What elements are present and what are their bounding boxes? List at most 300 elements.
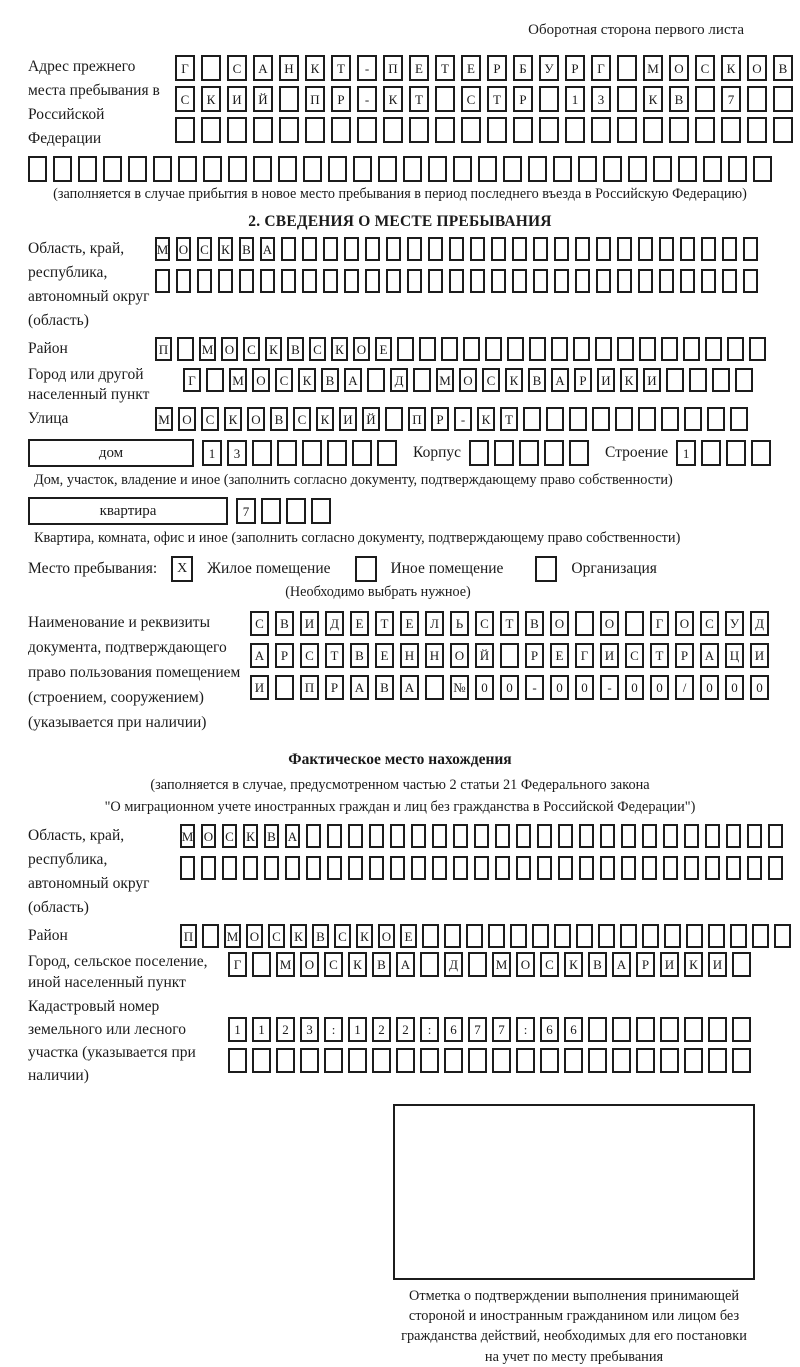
char-cell[interactable] — [353, 156, 372, 182]
char-cell[interactable] — [252, 440, 272, 466]
char-cell[interactable] — [428, 269, 443, 293]
char-cell[interactable] — [516, 856, 531, 880]
char-cell[interactable] — [708, 924, 725, 948]
char-cell[interactable]: У — [725, 611, 744, 636]
char-cell[interactable] — [495, 856, 510, 880]
char-cell[interactable]: - — [525, 675, 544, 700]
char-cell[interactable] — [701, 440, 721, 466]
char-cell[interactable] — [372, 1048, 391, 1073]
char-cell[interactable] — [726, 824, 741, 848]
char-cell[interactable] — [507, 337, 524, 361]
char-cell[interactable] — [528, 156, 547, 182]
char-cell[interactable] — [569, 440, 589, 466]
char-cell[interactable]: Т — [375, 611, 394, 636]
char-cell[interactable] — [708, 1017, 727, 1042]
char-cell[interactable]: К — [348, 952, 367, 977]
char-cell[interactable]: О — [378, 924, 395, 948]
char-cell[interactable]: Т — [409, 86, 429, 112]
char-cell[interactable] — [468, 952, 487, 977]
char-cell[interactable] — [327, 824, 342, 848]
char-cell[interactable] — [554, 924, 571, 948]
char-cell[interactable]: : — [324, 1017, 343, 1042]
char-cell[interactable]: К — [383, 86, 403, 112]
char-cell[interactable] — [661, 407, 679, 431]
char-cell[interactable]: В — [350, 643, 369, 668]
char-cell[interactable]: П — [383, 55, 403, 81]
char-cell[interactable] — [444, 1048, 463, 1073]
char-cell[interactable] — [579, 856, 594, 880]
char-cell[interactable] — [726, 856, 741, 880]
char-cell[interactable]: Т — [325, 643, 344, 668]
char-cell[interactable] — [600, 856, 615, 880]
char-cell[interactable] — [721, 117, 741, 143]
char-cell[interactable]: Е — [461, 55, 481, 81]
char-cell[interactable]: О — [675, 611, 694, 636]
char-cell[interactable] — [470, 237, 485, 261]
char-cell[interactable]: 0 — [500, 675, 519, 700]
char-cell[interactable] — [689, 368, 707, 392]
char-cell[interactable] — [666, 368, 684, 392]
char-cell[interactable] — [420, 952, 439, 977]
char-cell[interactable] — [591, 117, 611, 143]
char-cell[interactable] — [636, 1017, 655, 1042]
char-cell[interactable] — [642, 924, 659, 948]
char-cell[interactable]: К — [721, 55, 741, 81]
char-cell[interactable]: К — [331, 337, 348, 361]
char-cell[interactable]: С — [700, 611, 719, 636]
char-cell[interactable] — [615, 407, 633, 431]
char-cell[interactable] — [747, 824, 762, 848]
char-cell[interactable]: Т — [650, 643, 669, 668]
char-cell[interactable] — [558, 856, 573, 880]
char-cell[interactable]: Е — [350, 611, 369, 636]
char-cell[interactable]: М — [276, 952, 295, 977]
char-cell[interactable] — [774, 924, 791, 948]
char-cell[interactable] — [397, 337, 414, 361]
char-cell[interactable]: С — [175, 86, 195, 112]
char-cell[interactable] — [554, 237, 569, 261]
char-cell[interactable] — [344, 269, 359, 293]
char-cell[interactable] — [252, 952, 271, 977]
char-cell[interactable]: 2 — [396, 1017, 415, 1042]
char-cell[interactable] — [277, 440, 297, 466]
char-cell[interactable]: П — [408, 407, 426, 431]
char-cell[interactable] — [544, 440, 564, 466]
char-cell[interactable]: С — [625, 643, 644, 668]
char-cell[interactable]: Е — [400, 611, 419, 636]
char-cell[interactable]: Д — [325, 611, 344, 636]
char-cell[interactable]: Й — [253, 86, 273, 112]
char-cell[interactable]: Р — [636, 952, 655, 977]
char-cell[interactable] — [253, 117, 273, 143]
char-cell[interactable]: 1 — [565, 86, 585, 112]
char-cell[interactable] — [153, 156, 172, 182]
char-cell[interactable]: 6 — [540, 1017, 559, 1042]
char-cell[interactable]: С — [695, 55, 715, 81]
char-cell[interactable] — [595, 337, 612, 361]
char-cell[interactable]: О — [247, 407, 265, 431]
char-cell[interactable]: О — [550, 611, 569, 636]
char-cell[interactable] — [703, 156, 722, 182]
char-cell[interactable]: С — [309, 337, 326, 361]
char-cell[interactable] — [701, 269, 716, 293]
char-cell[interactable]: У — [539, 55, 559, 81]
char-cell[interactable]: М — [492, 952, 511, 977]
char-cell[interactable] — [281, 237, 296, 261]
char-cell[interactable] — [546, 407, 564, 431]
char-cell[interactable]: С — [300, 643, 319, 668]
char-cell[interactable] — [488, 924, 505, 948]
char-cell[interactable]: В — [264, 824, 279, 848]
char-cell[interactable]: А — [285, 824, 300, 848]
char-cell[interactable]: И — [227, 86, 247, 112]
char-cell[interactable] — [617, 269, 632, 293]
char-cell[interactable]: П — [305, 86, 325, 112]
char-cell[interactable]: Г — [175, 55, 195, 81]
char-cell[interactable] — [705, 337, 722, 361]
char-cell[interactable]: 1 — [228, 1017, 247, 1042]
char-cell[interactable]: С — [243, 337, 260, 361]
char-cell[interactable] — [553, 156, 572, 182]
char-cell[interactable] — [596, 237, 611, 261]
char-cell[interactable] — [492, 1048, 511, 1073]
char-cell[interactable] — [352, 440, 372, 466]
char-cell[interactable] — [639, 337, 656, 361]
char-cell[interactable] — [365, 237, 380, 261]
char-cell[interactable] — [533, 237, 548, 261]
char-cell[interactable] — [128, 156, 147, 182]
char-cell[interactable] — [180, 856, 195, 880]
char-cell[interactable] — [617, 55, 637, 81]
char-cell[interactable] — [661, 337, 678, 361]
char-cell[interactable] — [203, 156, 222, 182]
char-cell[interactable] — [403, 156, 422, 182]
char-cell[interactable]: С — [201, 407, 219, 431]
char-cell[interactable]: И — [597, 368, 615, 392]
char-cell[interactable]: : — [420, 1017, 439, 1042]
char-cell[interactable]: К — [305, 55, 325, 81]
char-cell[interactable] — [28, 156, 47, 182]
char-cell[interactable] — [175, 117, 195, 143]
char-cell[interactable] — [378, 156, 397, 182]
char-cell[interactable] — [324, 1048, 343, 1073]
char-cell[interactable] — [463, 337, 480, 361]
char-cell[interactable] — [598, 924, 615, 948]
char-cell[interactable]: Т — [500, 611, 519, 636]
char-cell[interactable] — [344, 237, 359, 261]
char-cell[interactable] — [612, 1017, 631, 1042]
char-cell[interactable] — [628, 156, 647, 182]
char-cell[interactable]: Н — [400, 643, 419, 668]
char-cell[interactable] — [569, 407, 587, 431]
char-cell[interactable] — [178, 156, 197, 182]
char-cell[interactable]: 6 — [444, 1017, 463, 1042]
char-cell[interactable] — [732, 952, 751, 977]
char-cell[interactable] — [747, 86, 767, 112]
char-cell[interactable]: И — [600, 643, 619, 668]
char-cell[interactable]: 7 — [468, 1017, 487, 1042]
char-cell[interactable]: Т — [435, 55, 455, 81]
char-cell[interactable] — [773, 86, 793, 112]
char-cell[interactable]: Д — [750, 611, 769, 636]
char-cell[interactable] — [302, 237, 317, 261]
char-cell[interactable]: 2 — [372, 1017, 391, 1042]
char-cell[interactable] — [727, 337, 744, 361]
char-cell[interactable] — [441, 337, 458, 361]
char-cell[interactable] — [564, 1048, 583, 1073]
char-cell[interactable] — [411, 824, 426, 848]
char-cell[interactable]: К — [224, 407, 242, 431]
char-cell[interactable] — [596, 269, 611, 293]
char-cell[interactable]: С — [275, 368, 293, 392]
char-cell[interactable] — [726, 440, 746, 466]
char-cell[interactable] — [680, 269, 695, 293]
char-cell[interactable]: 0 — [575, 675, 594, 700]
char-cell[interactable] — [539, 86, 559, 112]
char-cell[interactable]: В — [528, 368, 546, 392]
char-cell[interactable] — [357, 117, 377, 143]
char-cell[interactable]: М — [224, 924, 241, 948]
char-cell[interactable]: Е — [375, 337, 392, 361]
char-cell[interactable] — [747, 856, 762, 880]
char-cell[interactable] — [751, 440, 771, 466]
char-cell[interactable] — [612, 1048, 631, 1073]
char-cell[interactable] — [708, 1048, 727, 1073]
char-cell[interactable]: Д — [444, 952, 463, 977]
char-cell[interactable] — [432, 824, 447, 848]
char-cell[interactable] — [491, 237, 506, 261]
char-cell[interactable]: Е — [375, 643, 394, 668]
char-cell[interactable] — [419, 337, 436, 361]
char-cell[interactable] — [554, 269, 569, 293]
char-cell[interactable]: 0 — [550, 675, 569, 700]
char-cell[interactable] — [383, 117, 403, 143]
char-cell[interactable]: К — [218, 237, 233, 261]
char-cell[interactable]: А — [612, 952, 631, 977]
char-cell[interactable]: - — [600, 675, 619, 700]
char-cell[interactable] — [328, 156, 347, 182]
char-cell[interactable] — [390, 824, 405, 848]
char-cell[interactable]: О — [459, 368, 477, 392]
char-cell[interactable]: - — [357, 55, 377, 81]
char-cell[interactable] — [512, 237, 527, 261]
char-cell[interactable] — [576, 924, 593, 948]
char-cell[interactable] — [407, 237, 422, 261]
char-cell[interactable] — [642, 856, 657, 880]
char-cell[interactable]: В — [588, 952, 607, 977]
char-cell[interactable]: С — [197, 237, 212, 261]
char-cell[interactable]: Г — [591, 55, 611, 81]
char-cell[interactable]: П — [300, 675, 319, 700]
char-cell[interactable]: И — [643, 368, 661, 392]
char-cell[interactable] — [519, 440, 539, 466]
char-cell[interactable] — [435, 86, 455, 112]
char-cell[interactable] — [327, 440, 347, 466]
char-cell[interactable] — [621, 824, 636, 848]
char-cell[interactable]: А — [396, 952, 415, 977]
char-cell[interactable]: Г — [183, 368, 201, 392]
char-cell[interactable] — [659, 269, 674, 293]
char-cell[interactable]: М — [155, 407, 173, 431]
char-cell[interactable]: К — [201, 86, 221, 112]
char-cell[interactable]: - — [357, 86, 377, 112]
char-cell[interactable] — [592, 407, 610, 431]
char-cell[interactable] — [588, 1048, 607, 1073]
char-cell[interactable] — [533, 269, 548, 293]
char-cell[interactable] — [278, 156, 297, 182]
char-cell[interactable] — [752, 924, 769, 948]
char-cell[interactable]: М — [180, 824, 195, 848]
char-cell[interactable] — [428, 156, 447, 182]
char-cell[interactable] — [487, 117, 507, 143]
char-cell[interactable]: 3 — [227, 440, 247, 466]
char-cell[interactable]: И — [300, 611, 319, 636]
char-cell[interactable]: М — [229, 368, 247, 392]
char-cell[interactable] — [712, 368, 730, 392]
char-cell[interactable]: 0 — [625, 675, 644, 700]
char-cell[interactable]: - — [454, 407, 472, 431]
char-cell[interactable] — [532, 924, 549, 948]
char-cell[interactable]: Д — [390, 368, 408, 392]
char-cell[interactable]: А — [400, 675, 419, 700]
char-cell[interactable]: А — [253, 55, 273, 81]
char-cell[interactable] — [369, 824, 384, 848]
char-cell[interactable]: Й — [475, 643, 494, 668]
char-cell[interactable]: 0 — [700, 675, 719, 700]
char-cell[interactable]: С — [334, 924, 351, 948]
char-cell[interactable] — [663, 824, 678, 848]
char-cell[interactable]: К — [684, 952, 703, 977]
char-cell[interactable]: Р — [331, 86, 351, 112]
char-cell[interactable] — [155, 269, 170, 293]
char-cell[interactable] — [425, 675, 444, 700]
char-cell[interactable]: Р — [275, 643, 294, 668]
char-cell[interactable] — [573, 337, 590, 361]
char-cell[interactable] — [621, 856, 636, 880]
char-cell[interactable] — [773, 117, 793, 143]
char-cell[interactable]: О — [450, 643, 469, 668]
char-cell[interactable] — [435, 117, 455, 143]
char-cell[interactable]: К — [477, 407, 495, 431]
char-cell[interactable]: Т — [487, 86, 507, 112]
char-cell[interactable]: Т — [500, 407, 518, 431]
char-cell[interactable]: С — [268, 924, 285, 948]
char-cell[interactable]: Р — [325, 675, 344, 700]
char-cell[interactable] — [730, 407, 748, 431]
char-cell[interactable] — [749, 337, 766, 361]
char-cell[interactable] — [281, 269, 296, 293]
char-cell[interactable]: К — [356, 924, 373, 948]
char-cell[interactable]: Р — [431, 407, 449, 431]
char-cell[interactable] — [684, 856, 699, 880]
char-cell[interactable]: Е — [550, 643, 569, 668]
char-cell[interactable]: : — [516, 1017, 535, 1042]
char-cell[interactable] — [331, 117, 351, 143]
char-cell[interactable] — [461, 117, 481, 143]
char-cell[interactable]: 7 — [492, 1017, 511, 1042]
char-cell[interactable]: А — [551, 368, 569, 392]
char-cell[interactable] — [579, 824, 594, 848]
char-cell[interactable]: А — [700, 643, 719, 668]
char-cell[interactable]: № — [450, 675, 469, 700]
char-cell[interactable] — [453, 156, 472, 182]
char-cell[interactable]: И — [339, 407, 357, 431]
char-cell[interactable]: С — [324, 952, 343, 977]
char-cell[interactable]: К — [643, 86, 663, 112]
char-cell[interactable] — [683, 337, 700, 361]
char-cell[interactable]: О — [246, 924, 263, 948]
char-cell[interactable] — [684, 824, 699, 848]
char-cell[interactable] — [365, 269, 380, 293]
char-cell[interactable]: О — [669, 55, 689, 81]
char-cell[interactable] — [53, 156, 72, 182]
char-cell[interactable] — [323, 269, 338, 293]
char-cell[interactable] — [243, 856, 258, 880]
char-cell[interactable] — [732, 1017, 751, 1042]
char-cell[interactable] — [453, 824, 468, 848]
char-cell[interactable] — [617, 237, 632, 261]
char-cell[interactable] — [558, 824, 573, 848]
char-cell[interactable] — [276, 1048, 295, 1073]
char-cell[interactable] — [578, 156, 597, 182]
char-cell[interactable]: 0 — [750, 675, 769, 700]
char-cell[interactable]: В — [275, 611, 294, 636]
char-cell[interactable] — [638, 407, 656, 431]
char-cell[interactable] — [575, 611, 594, 636]
char-cell[interactable] — [660, 1017, 679, 1042]
char-cell[interactable]: А — [250, 643, 269, 668]
char-cell[interactable]: А — [350, 675, 369, 700]
char-cell[interactable]: Р — [675, 643, 694, 668]
char-cell[interactable]: И — [660, 952, 679, 977]
char-cell[interactable] — [453, 856, 468, 880]
char-cell[interactable]: О — [600, 611, 619, 636]
char-cell[interactable]: К — [290, 924, 307, 948]
char-cell[interactable] — [653, 156, 672, 182]
char-cell[interactable] — [494, 440, 514, 466]
char-cell[interactable]: В — [773, 55, 793, 81]
char-cell[interactable] — [684, 407, 702, 431]
char-cell[interactable]: М — [155, 237, 170, 261]
char-cell[interactable] — [432, 856, 447, 880]
char-cell[interactable] — [636, 1048, 655, 1073]
char-cell[interactable] — [407, 269, 422, 293]
char-cell[interactable] — [617, 86, 637, 112]
char-cell[interactable] — [503, 156, 522, 182]
char-cell[interactable] — [588, 1017, 607, 1042]
char-cell[interactable]: О — [201, 824, 216, 848]
char-cell[interactable] — [701, 237, 716, 261]
char-cell[interactable] — [228, 156, 247, 182]
char-cell[interactable] — [413, 368, 431, 392]
char-cell[interactable] — [201, 856, 216, 880]
char-cell[interactable] — [638, 237, 653, 261]
char-cell[interactable] — [367, 368, 385, 392]
char-cell[interactable] — [264, 856, 279, 880]
char-cell[interactable] — [253, 156, 272, 182]
char-cell[interactable] — [603, 156, 622, 182]
char-cell[interactable] — [669, 117, 689, 143]
char-cell[interactable] — [261, 498, 281, 524]
char-cell[interactable]: О — [747, 55, 767, 81]
char-cell[interactable]: О — [300, 952, 319, 977]
char-cell[interactable] — [470, 269, 485, 293]
char-cell[interactable]: Р — [513, 86, 533, 112]
char-cell[interactable] — [513, 117, 533, 143]
char-cell[interactable]: В — [321, 368, 339, 392]
char-cell[interactable]: К — [265, 337, 282, 361]
char-cell[interactable] — [686, 924, 703, 948]
